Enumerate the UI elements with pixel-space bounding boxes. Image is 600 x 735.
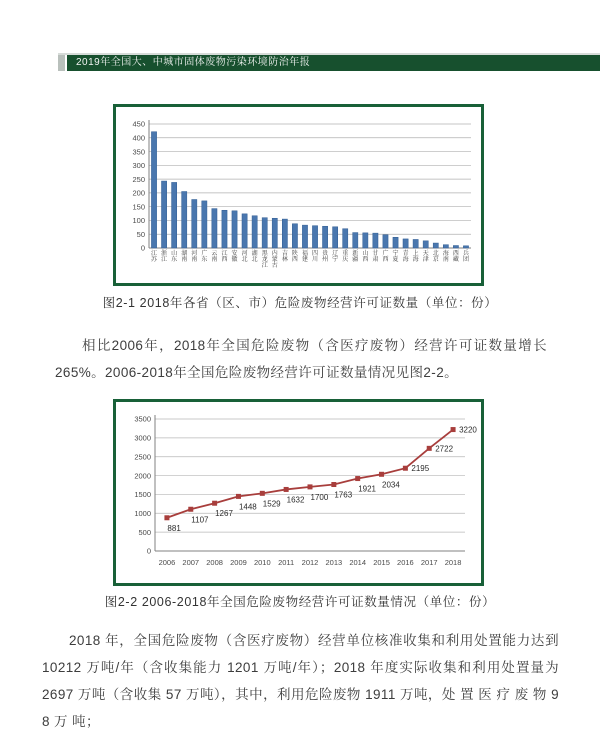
svg-text:350: 350 — [132, 147, 145, 157]
svg-text:吉林: 吉林 — [281, 251, 288, 264]
svg-text:3000: 3000 — [134, 433, 151, 443]
svg-text:黑龙江: 黑龙江 — [261, 251, 268, 270]
svg-text:宁夏: 宁夏 — [392, 251, 399, 264]
svg-text:2016: 2016 — [397, 558, 414, 567]
svg-text:上海: 上海 — [412, 251, 419, 264]
svg-text:2013: 2013 — [325, 558, 343, 567]
svg-text:1700: 1700 — [310, 492, 329, 502]
svg-text:2015: 2015 — [373, 558, 390, 567]
svg-text:青海: 青海 — [402, 251, 409, 264]
svg-text:兵团: 兵团 — [462, 251, 469, 264]
svg-text:1267: 1267 — [215, 509, 233, 519]
svg-text:2006: 2006 — [158, 558, 176, 567]
svg-text:云南: 云南 — [211, 251, 218, 264]
svg-text:1000: 1000 — [134, 508, 151, 518]
line-chart — [119, 411, 481, 573]
svg-text:2007: 2007 — [182, 558, 200, 567]
svg-text:新疆: 新疆 — [352, 251, 359, 264]
svg-text:西藏: 西藏 — [452, 251, 459, 264]
svg-text:福建: 福建 — [301, 251, 308, 264]
line-chart-caption: 图2-2 2006-2018年全国危险废物经营许可证数量情况（单位：份） — [104, 595, 496, 609]
svg-text:陕西: 陕西 — [291, 251, 298, 264]
svg-text:50: 50 — [136, 229, 145, 239]
svg-text:250: 250 — [132, 174, 145, 184]
svg-text:200: 200 — [132, 188, 145, 198]
svg-text:浙江: 浙江 — [161, 251, 168, 264]
svg-text:300: 300 — [132, 161, 145, 171]
svg-text:1500: 1500 — [134, 490, 151, 500]
bar-chart-figure — [113, 104, 484, 286]
svg-text:1921: 1921 — [358, 484, 376, 494]
svg-text:2017: 2017 — [420, 558, 438, 567]
svg-text:甘肃: 甘肃 — [372, 251, 379, 264]
svg-text:安徽: 安徽 — [231, 251, 238, 264]
svg-text:辽宁: 辽宁 — [332, 251, 339, 264]
svg-text:2500: 2500 — [134, 452, 151, 462]
svg-text:100: 100 — [132, 216, 145, 226]
svg-text:1529: 1529 — [262, 499, 281, 509]
svg-text:山东: 山东 — [171, 251, 178, 264]
svg-text:3220: 3220 — [459, 425, 477, 435]
svg-text:881: 881 — [167, 523, 181, 533]
svg-text:150: 150 — [132, 202, 145, 212]
svg-text:2014: 2014 — [349, 558, 367, 567]
svg-text:2018: 2018 — [444, 558, 462, 567]
svg-text:450: 450 — [132, 119, 145, 129]
svg-text:江苏: 江苏 — [151, 251, 158, 264]
header-accent-block — [58, 55, 65, 71]
svg-text:3500: 3500 — [134, 414, 151, 424]
svg-text:500: 500 — [138, 527, 151, 537]
svg-text:广西: 广西 — [382, 251, 389, 264]
svg-text:1448: 1448 — [238, 502, 257, 512]
svg-text:2009: 2009 — [230, 558, 247, 567]
svg-text:重庆: 重庆 — [342, 251, 349, 264]
svg-text:湖南: 湖南 — [181, 251, 188, 264]
svg-text:2034: 2034 — [382, 480, 400, 490]
bar-chart-caption: 图2-1 2018年各省（区、市）危险废物经营许可证数量（单位：份） — [102, 296, 498, 310]
svg-text:四川: 四川 — [312, 251, 319, 264]
svg-text:内蒙古: 内蒙古 — [271, 251, 278, 270]
svg-text:2008: 2008 — [206, 558, 223, 567]
summary-paragraph: 2018 年，全国危险废物（含医疗废物）经营单位核准收集和利用处置能力达到 10212 万吨/年（含收集能力 1201 万吨/年）；2018 年度实际收集和利用处置量为 2697 万吨（含收集 57 万吨），其中，利用危险废物 1911 万吨，处 置 医 疗 废 物 9 8 万 吨； — [42, 633, 559, 729]
bar-chart — [119, 116, 481, 276]
svg-text:贵州: 贵州 — [322, 251, 329, 264]
svg-text:天津: 天津 — [422, 251, 429, 264]
svg-text:0: 0 — [140, 243, 145, 253]
report-header — [58, 55, 600, 71]
svg-text:1107: 1107 — [191, 515, 209, 525]
svg-text:400: 400 — [132, 133, 145, 143]
svg-text:1632: 1632 — [286, 495, 305, 505]
svg-text:北京: 北京 — [432, 251, 439, 264]
svg-text:海南: 海南 — [442, 251, 449, 264]
svg-text:2722: 2722 — [435, 444, 454, 454]
svg-text:湖北: 湖北 — [251, 251, 258, 264]
svg-text:0: 0 — [146, 546, 151, 556]
svg-text:2010: 2010 — [253, 558, 271, 567]
svg-text:河南: 河南 — [191, 251, 198, 264]
svg-text:2195: 2195 — [411, 464, 430, 474]
intro-paragraph: 相比2006年，2018年全国危险废物（含医疗废物）经营许可证数量增长265%。2006-2018年全国危险废物经营许可证数量情况见图2-2。 — [55, 338, 547, 380]
line-chart-figure — [113, 399, 484, 586]
svg-text:河北: 河北 — [241, 251, 248, 264]
report-title: 2019年全国大、中城市固体废物污染环境防治年报 — [67, 55, 600, 71]
svg-text:2012: 2012 — [301, 558, 319, 567]
svg-text:山西: 山西 — [362, 251, 369, 264]
svg-text:江西: 江西 — [221, 251, 228, 264]
svg-text:广东: 广东 — [201, 251, 208, 264]
svg-text:2011: 2011 — [278, 558, 295, 567]
svg-text:2000: 2000 — [134, 471, 151, 481]
svg-text:1763: 1763 — [334, 490, 353, 500]
